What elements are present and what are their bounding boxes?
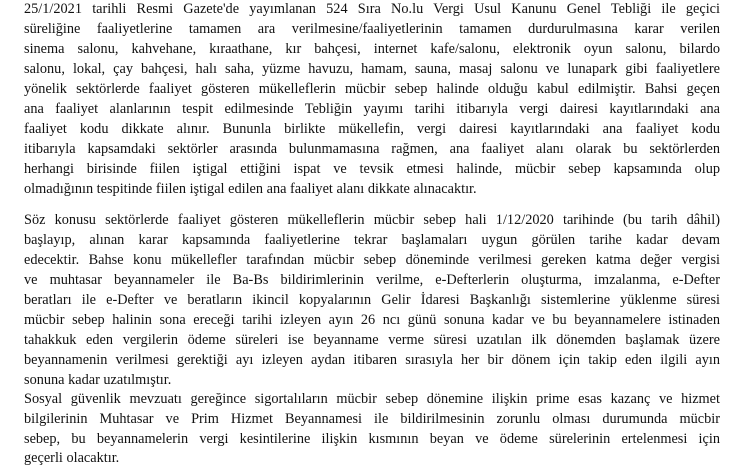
- paragraph-line: Sosyal güvenlik mevzuatı gereğince sigortalıların mücbir sebep dönemine ilişkin prime esas kazanç ve hizmet: [24, 391, 720, 407]
- paragraph-line: mücbir sebep halinin sona ereceği tarihi izleyen ayın 26 ncı günü sonuna kadar ve bu beyannamelere istinaden: [24, 312, 720, 328]
- paragraph-line: beratları ile e-Defter ve beratların ikincil kopyalarının Gelir İdaresi Başkanlığı sistemlerine yüklenme süresi: [24, 292, 720, 308]
- paragraph-line: itibarıyla kapsamdaki sektörler arasında bulunmamasına rağmen, ana faaliyet alanı olarak bu sektörlerden: [24, 141, 720, 157]
- paragraph-line: süreliğine faaliyetlerine tamamen ara verilmesine/faaliyetlerinin tamamen durdurulmasına karar verilen: [24, 21, 720, 37]
- paragraph-line: olmadığının tespitinde fiilen iştigal edilen ana faaliyet alanı dikkate alınacaktır.: [24, 181, 477, 197]
- paragraph-line: edecektir. Bahse konu mükellefler tarafından mücbir sebep döneminde verilmesi gereken katma değer vergisi: [24, 252, 720, 268]
- paragraph-line: ve muhtasar beyannameler ile Ba-Bs bildirimlerinin verilme, e-Defterlerin oluşturma, imzalanma, e-Defter: [24, 272, 720, 288]
- paragraph-line: ana faaliyet alanlarının tespit edilmesinde Tebliğin yayımı tarihi itibarıyla vergi dairesi kayıtlarındaki ana: [24, 101, 720, 117]
- paragraph-line: herhangi birisinde fiilen iştigal ettiğini ispat ve tevsik etmesi halinde, mücbir sebep kapsamında olup: [24, 161, 720, 177]
- paragraph-line: başlayıp, alınan karar kapsamında faaliyetlerine tekrar başlamaları uygun görülen tarihe kadar devam: [24, 232, 720, 248]
- paragraph-line: 25/1/2021 tarihli Resmi Gazete'de yayımlanan 524 Sıra No.lu Vergi Usul Kanunu Genel Tebliği ile geçici: [24, 1, 720, 17]
- paragraph-line: salonu, lokal, çay bahçesi, halı saha, yüzme havuzu, hamam, sauna, masaj salonu ve lunapark gibi faaliyetlere: [24, 61, 720, 77]
- paragraph-line: tahakkuk eden vergilerin ödeme süreleri ise beyanname verme süresi uzatılan ilk dönemden başlamak üzere: [24, 332, 720, 348]
- paragraph-line: sinema salonu, kahvehane, kıraathane, kır bahçesi, internet kafe/salonu, elektronik oyun salonu, bilardo: [24, 41, 720, 57]
- paragraph-line: faaliyet kodu dikkate alınır. Bununla birlikte mükellefin, vergi dairesi kayıtlarındaki ana faaliyet kodu: [24, 121, 720, 137]
- paragraph-line: beyannamenin verilmesi gerektiği ayı izleyen aydan itibaren sırasıyla her bir dönem için takip eden ilgili ayın: [24, 352, 720, 368]
- paragraph-line: geçerli olacaktır.: [24, 450, 120, 466]
- paragraph-line: Söz konusu sektörlerde faaliyet gösteren mükelleflerin mücbir sebep hali 1/12/2020 tarihinde (bu tarih dâhil): [24, 212, 720, 228]
- paragraph-line: yönelik sektörlerde faaliyet gösteren mükelleflerin mücbir sebep halinde olduğu kabul edilmiştir. Bahsi geçen: [24, 81, 720, 97]
- paragraph-line: sonuna kadar uzatılmıştır.: [24, 372, 172, 388]
- paragraph-line: sebep, bu beyannamelerin vergi kesintilerine ilişkin kısmının beyan ve ödeme sürelerinin ertelenmesi için: [24, 431, 720, 447]
- paragraph-line: bilgilerinin Muhtasar ve Prim Hizmet Beyannamesi ile bildirilmesinin zorunlu olması durumunda mücbir: [24, 411, 720, 427]
